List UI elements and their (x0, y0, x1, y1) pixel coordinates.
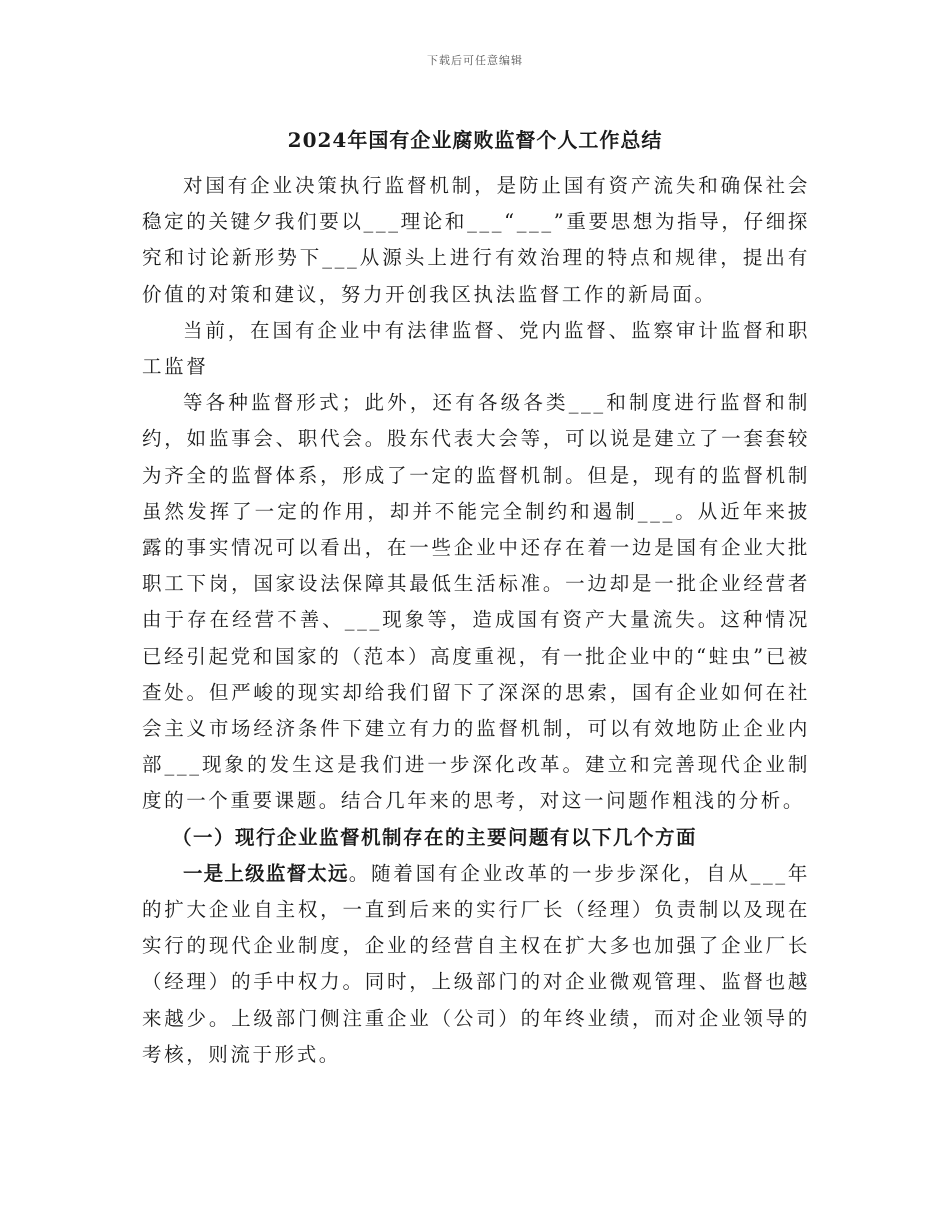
paragraph-current-situation: 当前，在国有企业中有法律监督、党内监督、监察审计监督和职工监督 (142, 318, 810, 379)
paragraph-point-one (142, 856, 810, 1073)
document-body (142, 168, 810, 1073)
document-title: 2024年国有企业腐败监督个人工作总结 (287, 128, 663, 152)
page-header-note: 下载后可任意编辑 (427, 54, 523, 67)
paragraph-supervision-forms: 等各种监督形式；此外，还有各级各类___和制度进行监督和制约，如监事会、职代会。股东代表大会等，可以说是建立了一套套较为齐全的监督体系，形成了一定的监督机制。但是，现有的监督机制虽然发挥了一定的作用，却并不能完全制约和遏制___。从近年来披露的事实情况可以看出，在一些企业中还存在着一边是国有企业大批职工下岗，国家设法保障其最低生活标准。一边却是一批企业经营者由于存在经营不善、___现象等，造成国有资产大量流失。这种情况已经引起党和国家的（范本）高度重视，有一批企业中的“蛀虫”已被查处。但严峻的现实却给我们留下了深深的思索，国有企业如何在社会主义市场经济条件下建立有力的监督机制，可以有效地防止企业内部___现象的发生这是我们进一步深化改革。建立和完善现代企业制度的一个重要课题。结合几年来的思考，对这一问题作粗浅的分析。 (142, 391, 810, 813)
section-heading: （一）现行企业监督机制存在的主要问题有以下几个方面 (172, 825, 698, 849)
point-one-lead: 一是上级监督太远 (182, 861, 349, 885)
paragraph-intro: 对国有企业决策执行监督机制，是防止国有资产流失和确保社会稳定的关键夕我们要以___理论和___“___”重要思想为指导，仔细探究和讨论新形势下___从源头上进行有效治理的特点和规律，提出有价值的对策和建议，努力开创我区执法监督工作的新局面。 (142, 174, 810, 306)
point-one-body: 。随着国有企业改革的一步步深化，自从___年的扩大企业自主权，一直到后来的实行厂长（经理）负责制以及现在实行的现代企业制度，企业的经营自主权在扩大多也加强了企业厂长（经理）的手中权力。同时，上级部门的对企业微观管理、监督也越来越少。上级部门侧注重企业（公司）的年终业绩，而对企业领导的考核，则流于形式。 (142, 861, 810, 1066)
